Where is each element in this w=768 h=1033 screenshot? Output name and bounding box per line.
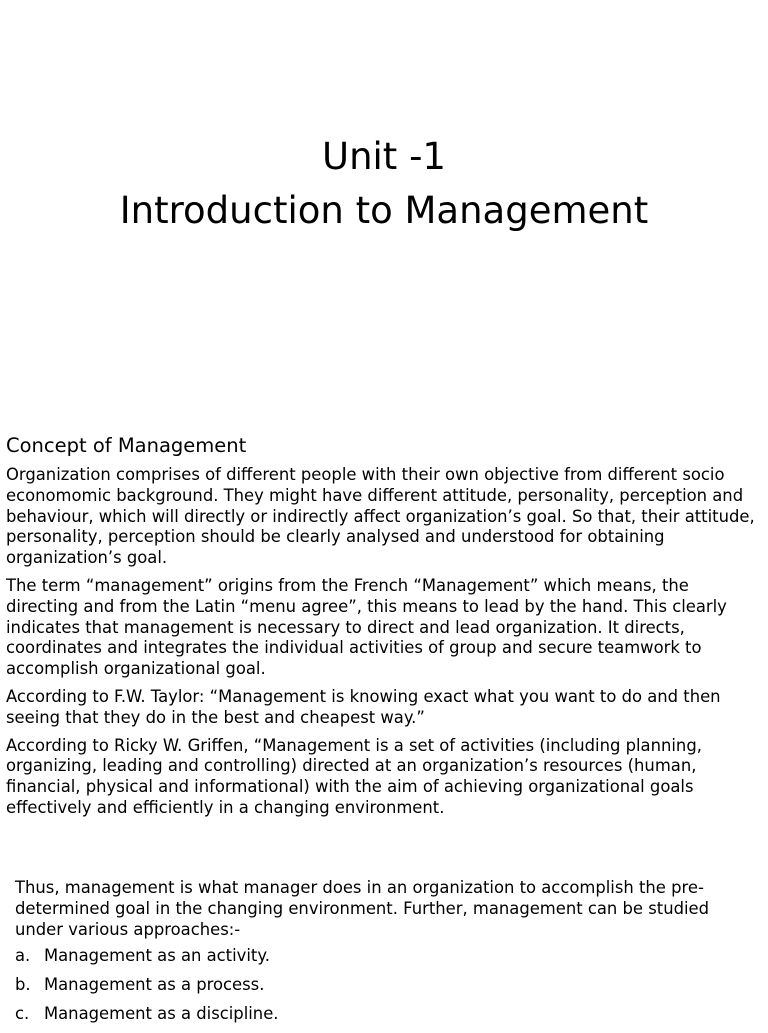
concept-paragraph-term: The term “management” origins from the French “Management” which means, the directing and from the Latin “menu agree”, this means to lead by the hand. This clearly indicates that management is necessary to direct and lead organization. It directs, coordinates and integrates the individual activities of group and secure teamwork to accomplish organizational goal. — [6, 575, 727, 679]
list-marker: a. — [15, 946, 31, 966]
concept-section — [6, 432, 758, 826]
list-item — [15, 975, 755, 996]
approaches-section — [15, 878, 755, 1033]
unit-subtitle: Introduction to Management — [119, 189, 649, 232]
slide-title — [0, 130, 768, 238]
approaches-list — [15, 946, 755, 1024]
concept-paragraph-organization: Organization comprises of different people with their own objective from different socio economomic background. They might have different attitude, personality, perception and behaviour, which will directly or indirectly affect organization’s goal. So that, their attitude, personality, perception should be clearly analysed and understood for obtaining organization’s goal. — [6, 465, 755, 568]
list-marker: b. — [15, 975, 31, 995]
list-item-text: Management as an activity. — [44, 946, 270, 966]
concept-heading: Concept of Management — [6, 434, 247, 457]
list-item-text: Management as a discipline. — [44, 1003, 279, 1023]
concept-paragraph-taylor: According to F.W. Taylor: “Management is knowing exact what you want to do and then seeing that they do in the best and cheapest way.” — [6, 686, 721, 727]
approaches-intro: Thus, management is what manager does in an organization to accomplish the pre-determined goal in the changing environment. Further, management can be studied under various approaches:- — [15, 878, 710, 939]
list-item — [15, 1004, 755, 1025]
unit-title: Unit -1 — [322, 135, 446, 178]
list-item — [15, 946, 755, 967]
list-marker: c. — [15, 1003, 30, 1023]
list-item-text: Management as a process. — [44, 975, 265, 995]
concept-paragraph-griffen: According to Ricky W. Griffen, “Management is a set of activities (including planning, organizing, leading and controlling) directed at an organization’s resources (human, financial, physical and informational) with the aim of achieving organizational goals effectively and efficiently in a changing environment. — [6, 735, 702, 817]
